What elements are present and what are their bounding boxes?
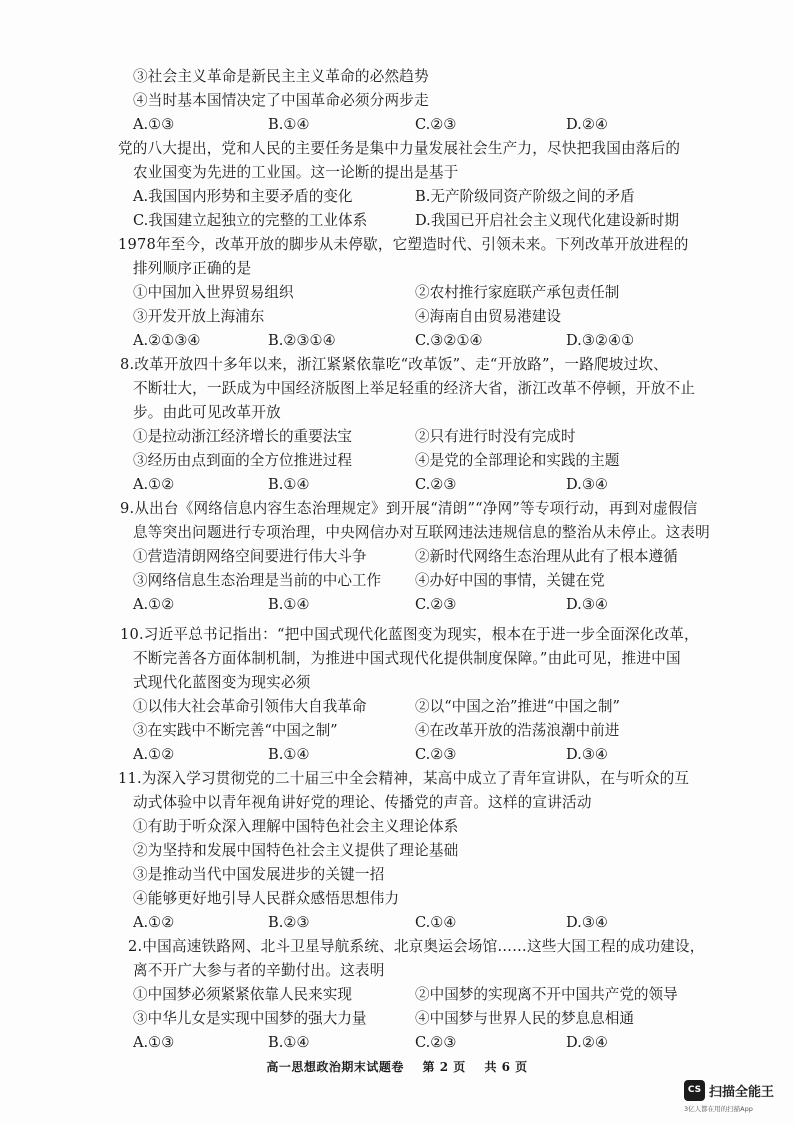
statement-3: ③社会主义革命是新民主主义革命的必然趋势 [133, 68, 429, 85]
option-b: B.②③①④ [268, 332, 336, 349]
page-footer [0, 1058, 794, 1075]
statement-1: ①营造清朗网络空间要进行伟大斗争 [133, 548, 367, 565]
page-number: 第 2 页 [422, 1060, 466, 1074]
option-a: A.①③ [133, 116, 175, 133]
option-c: C.②③ [415, 476, 457, 493]
statement-3: ③中华儿女是实现中国梦的强大力量 [133, 1010, 367, 1027]
option-b: B.①④ [268, 476, 310, 493]
statement-4: ④海南自由贸易港建设 [415, 308, 561, 325]
question-9-text: 9.从出台《网络信息内容生态治理规定》到开展“清朗”“净网”等专项行动，再到对虚假信 [120, 500, 698, 517]
question-10-text: 10.习近平总书记指出：“把中国式现代化蓝图变为现实，根本在于进一步全面深化改革， [120, 626, 699, 643]
exam-title: 高一思想政治期末试题卷 [266, 1060, 404, 1074]
statement-2: ②只有进行时没有完成时 [415, 428, 576, 445]
option-d: D.③④ [566, 746, 608, 763]
statement-3: ③是推动当代中国发展进步的关键一招 [133, 866, 385, 883]
statement-1: ①中国加入世界贸易组织 [133, 284, 294, 301]
question-7-text-cont: 排列顺序正确的是 [133, 260, 252, 277]
statement-4: ④是党的全部理论和实践的主题 [415, 452, 620, 469]
option-c: C.③②①④ [415, 332, 483, 349]
question-10-text-cont: 式现代化蓝图变为现实必须 [133, 674, 311, 691]
statement-2: ②新时代网络生态治理从此有了根本遵循 [415, 548, 678, 565]
statement-3: ③经历由点到面的全方位推进过程 [133, 452, 352, 469]
statement-4: ④中国梦与世界人民的梦息息相通 [415, 1010, 634, 1027]
statement-1: ①以伟大社会革命引领伟大自我革命 [133, 698, 367, 715]
option-d: D.③②④① [566, 332, 635, 349]
statement-1: ①有助于听众深入理解中国特色社会主义理论体系 [133, 818, 459, 835]
statement-3: ③在实践中不断完善“中国之制” [133, 722, 338, 739]
option-a: A.①② [133, 914, 175, 931]
option-b: B.无产阶级同资产阶级之间的矛盾 [415, 188, 635, 205]
option-b: B.①④ [268, 116, 310, 133]
option-d: D.③④ [566, 596, 608, 613]
option-b: B.①④ [268, 596, 310, 613]
option-d: D.我国已开启社会主义现代化建设新时期 [415, 212, 679, 229]
statement-1: ①中国梦必须紧紧依靠人民来实现 [133, 986, 352, 1003]
option-d: D.②④ [566, 1034, 608, 1051]
camscanner-logo-icon: CS [684, 1080, 705, 1101]
question-7-text: 1978年至今，改革开放的脚步从未停歇，它塑造时代、引领未来。下列改革开放进程的 [118, 236, 689, 253]
statement-2: ②以“中国之治”推进“中国之制” [415, 698, 620, 715]
statement-4: ④能够更好地引导人民群众感悟思想伟力 [133, 890, 400, 907]
question-9-text-cont: 息等突出问题进行专项治理，中央网信办对互联网违法违规信息的整治从未停止。这表明 [133, 524, 710, 541]
option-b: B.①④ [268, 746, 310, 763]
brand-name: 扫描全能王 [709, 1085, 775, 1100]
option-a: A.①② [133, 596, 175, 613]
option-a: A.①③ [133, 1034, 175, 1051]
option-c: C.②③ [415, 746, 457, 763]
question-8-text-cont: 步。由此可见改革开放 [133, 404, 281, 421]
brand-tagline: 3亿人都在用的扫描App [684, 1105, 753, 1113]
statement-2: ②为坚持和发展中国特色社会主义提供了理论基础 [133, 842, 459, 859]
question-6-text-cont: 农业国变为先进的工业国。这一论断的提出是基于 [133, 164, 459, 181]
question-6-text: 党的八大提出，党和人民的主要任务是集中力量发展社会生产力，尽快把我国由落后的 [118, 140, 681, 157]
option-c: C.我国建立起独立的完整的工业体系 [133, 212, 368, 229]
question-12-text: 2.中国高速铁路网、北斗卫星导航系统、北京奥运会场馆……这些大国工程的成功建设， [128, 938, 705, 955]
option-d: D.③④ [566, 476, 608, 493]
option-b: B.②③ [268, 914, 310, 931]
option-d: D.③④ [566, 914, 608, 931]
option-c: C.①④ [415, 914, 457, 931]
statement-1: ①是拉动浙江经济增长的重要法宝 [133, 428, 352, 445]
option-c: C.②③ [415, 1034, 457, 1051]
page-total: 共 6 页 [484, 1060, 528, 1074]
option-a: A.①② [133, 476, 175, 493]
statement-4: ④在改革开放的浩荡浪潮中前进 [415, 722, 620, 739]
question-10-text-cont: 不断完善各方面体制机制，为推进中国式现代化提供制度保障。”由此可见，推进中国 [133, 650, 681, 667]
statement-3: ③网络信息生态治理是当前的中心工作 [133, 572, 382, 589]
statement-4: ④办好中国的事情，关键在党 [415, 572, 605, 589]
statement-3: ③开发开放上海浦东 [133, 308, 265, 325]
statement-2: ②农村推行家庭联产承包责任制 [415, 284, 620, 301]
option-a: A.我国国内形势和主要矛盾的变化 [133, 188, 353, 205]
statement-4: ④当时基本国情决定了中国革命必须分两步走 [133, 92, 429, 109]
scanner-watermark [684, 1078, 788, 1118]
option-d: D.②④ [566, 116, 608, 133]
question-11-text-cont: 动式体验中以青年视角讲好党的理论、传播党的声音。这样的宣讲活动 [133, 794, 592, 811]
option-a: A.②①③④ [133, 332, 201, 349]
option-c: C.②③ [415, 596, 457, 613]
question-12-text-cont: 离不开广大参与者的辛勤付出。这表明 [133, 962, 385, 979]
question-11-text: 11.为深入学习贯彻党的二十届三中全会精神，某高中成立了青年宣讲队，在与听众的互 [118, 770, 690, 787]
option-b: B.①④ [268, 1034, 310, 1051]
statement-2: ②中国梦的实现离不开中国共产党的领导 [415, 986, 678, 1003]
question-8-text-cont: 不断壮大，一跃成为中国经济版图上举足轻重的经济大省，浙江改革不停顿，开放不止 [133, 380, 696, 397]
question-8-text: 8.改革开放四十多年以来，浙江紧紧依靠吃“改革饭”、走“开放路”，一路爬坡过坎、 [120, 356, 668, 373]
option-c: C.②③ [415, 116, 457, 133]
option-a: A.①② [133, 746, 175, 763]
